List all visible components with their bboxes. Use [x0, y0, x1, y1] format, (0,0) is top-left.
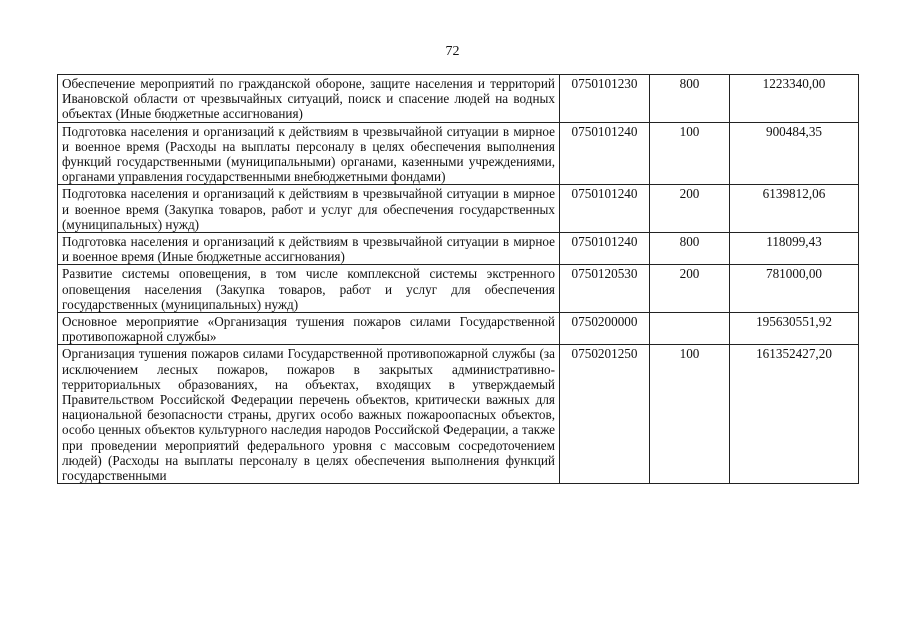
row-amount: 900484,35	[730, 122, 859, 185]
row-code: 0750201250	[560, 345, 650, 484]
row-code: 0750101240	[560, 122, 650, 185]
row-description: Организация тушения пожаров силами Государственной противопожарной службы (за исключением лесных пожаров, пожаров в закрытых административно-территориальных образованиях, на объектах, входящих в утверждаемый Правительством Российской Федерации перечень объектов, критически важных для национальной безопасности страны, других особо важных пожароопасных объектов, особо ценных объектов культурного наследия народов Российской Федерации, а также при проведении мероприятий федерального уровня с массовым сосредоточением людей) (Расходы на выплаты персоналу в целях обеспечения выполнения функций государственными	[58, 345, 560, 484]
row-amount: 6139812,06	[730, 185, 859, 233]
table-row	[58, 233, 859, 265]
table-row	[58, 265, 859, 313]
page-number: 72	[445, 44, 460, 59]
row-expense-type	[650, 313, 730, 345]
table-row	[58, 185, 859, 233]
row-amount: 1223340,00	[730, 75, 859, 123]
row-code: 0750120530	[560, 265, 650, 313]
row-description: Подготовка населения и организаций к действиям в чрезвычайной ситуации в мирное и военное время (Иные бюджетные ассигнования)	[58, 233, 560, 265]
row-expense-type: 200	[650, 185, 730, 233]
row-description: Обеспечение мероприятий по гражданской обороне, защите населения и территорий Ивановской области от чрезвычайных ситуаций, поиск и спасение людей на водных объектах (Иные бюджетные ассигнования)	[58, 75, 560, 123]
row-amount: 118099,43	[730, 233, 859, 265]
table-row	[58, 313, 859, 345]
row-description: Подготовка населения и организаций к действиям в чрезвычайной ситуации в мирное и военное время (Расходы на выплаты персоналу в целях обеспечения выполнения функций государственными (муниципальными) органами, казенными учреждениями, органами управления государственными внебюджетными фондами)	[58, 122, 560, 185]
row-description: Развитие системы оповещения, в том числе комплексной системы экстренного оповещения населения (Закупка товаров, работ и услуг для обеспечения государственных (муниципальных) нужд)	[58, 265, 560, 313]
row-code: 0750101240	[560, 185, 650, 233]
row-description: Подготовка населения и организаций к действиям в чрезвычайной ситуации в мирное и военное время (Закупка товаров, работ и услуг для обеспечения государственных (муниципальных) нужд)	[58, 185, 560, 233]
table-row	[58, 75, 859, 123]
row-code: 0750200000	[560, 313, 650, 345]
budget-table	[57, 74, 859, 484]
table-row	[58, 122, 859, 185]
row-expense-type: 200	[650, 265, 730, 313]
row-amount: 195630551,92	[730, 313, 859, 345]
row-amount: 781000,00	[730, 265, 859, 313]
row-code: 0750101230	[560, 75, 650, 123]
row-expense-type: 800	[650, 75, 730, 123]
row-amount: 161352427,20	[730, 345, 859, 484]
row-expense-type: 100	[650, 122, 730, 185]
row-code: 0750101240	[560, 233, 650, 265]
row-description: Основное мероприятие «Организация тушения пожаров силами Государственной противопожарной службы»	[58, 313, 560, 345]
row-expense-type: 800	[650, 233, 730, 265]
row-expense-type: 100	[650, 345, 730, 484]
table-row	[58, 345, 859, 484]
